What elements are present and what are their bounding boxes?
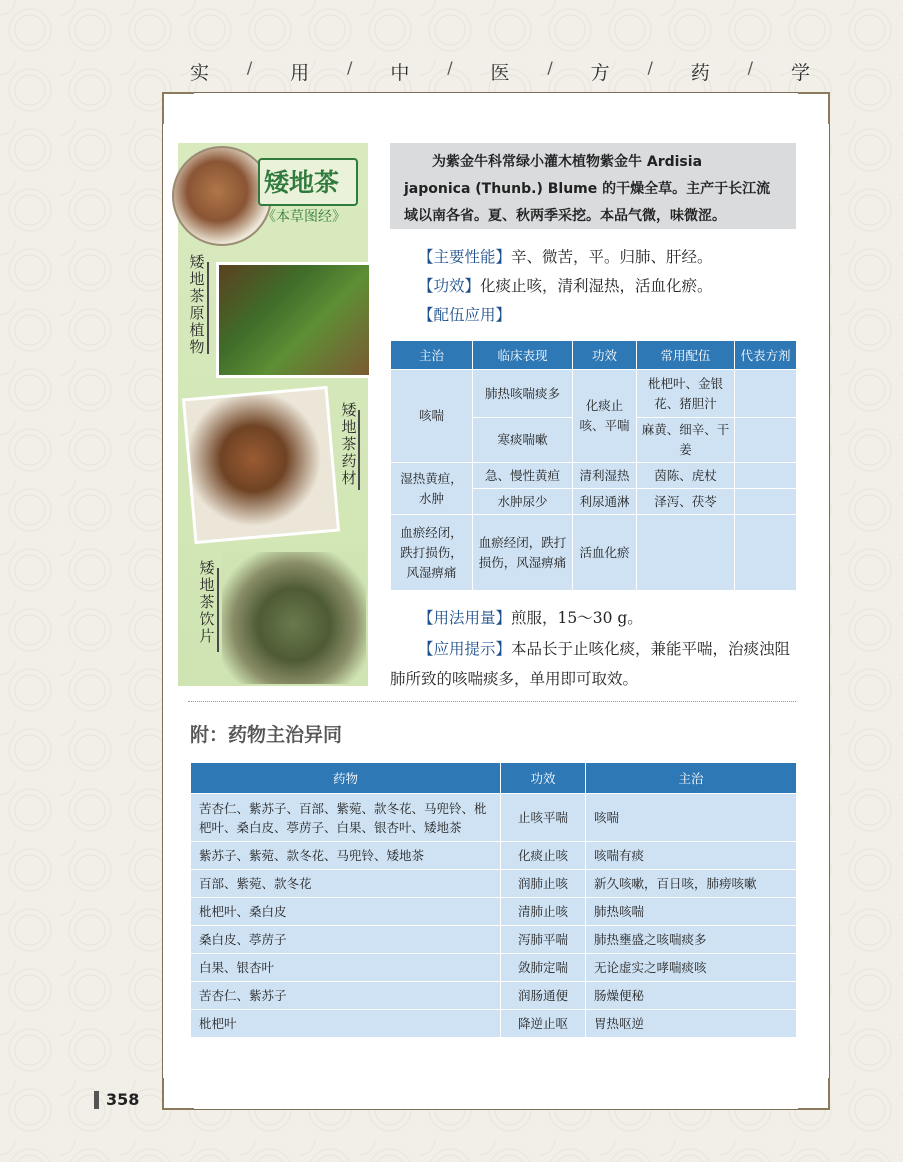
header-separator: / bbox=[447, 58, 453, 77]
herb-intro bbox=[390, 143, 796, 229]
label-material: 矮地茶药材 bbox=[339, 402, 358, 487]
table-row bbox=[191, 842, 797, 870]
cell-combo: 麻黄、细辛、干姜 bbox=[637, 418, 735, 463]
slices-photo bbox=[222, 552, 366, 684]
table-row bbox=[191, 870, 797, 898]
cell-effect: 清肺止咳 bbox=[501, 898, 586, 926]
table-row bbox=[191, 954, 797, 982]
cell-symptom: 血瘀经闭，跌打损伤，风湿痹痛 bbox=[473, 515, 573, 591]
cell-combo: 枇杷叶、金银花、猪胆汁 bbox=[637, 370, 735, 418]
usage-tag: 【用法用量】 bbox=[418, 609, 512, 627]
appendix-title: 附：药物主治异同 bbox=[190, 724, 343, 746]
frame-corner bbox=[162, 1078, 194, 1110]
intro-line: japonica (Thunb.) Blume 的干燥全草。主产于长江流 bbox=[404, 181, 771, 197]
usage-text: 煎服，15～30 g。 bbox=[511, 609, 643, 627]
cell-indication: 无论虚实之哮喘痰咳 bbox=[586, 954, 797, 982]
intro-line: 为紫金牛科常绿小灌木植物紫金牛 Ardisia bbox=[432, 154, 703, 170]
table-header: 主治 bbox=[586, 763, 797, 794]
cell-effect: 利尿通淋 bbox=[573, 489, 637, 515]
frame-corner bbox=[798, 1078, 830, 1110]
table-row bbox=[391, 370, 797, 418]
combo-tag: 【配伍应用】 bbox=[418, 306, 512, 324]
cell-indication: 咳喘 bbox=[586, 794, 797, 842]
material-photo bbox=[182, 386, 340, 544]
cell-drugs: 桑白皮、葶苈子 bbox=[191, 926, 501, 954]
cell-combo bbox=[637, 515, 735, 591]
header-char: 药 bbox=[690, 62, 710, 84]
cell-effect: 润肠通便 bbox=[501, 982, 586, 1010]
cell-formula bbox=[735, 418, 797, 463]
cell-symptom: 肺热咳喘痰多 bbox=[473, 370, 573, 418]
label-slices: 矮地茶饮片 bbox=[197, 560, 216, 645]
cell-disease: 血瘀经闭，跌打损伤，风湿痹痛 bbox=[391, 515, 473, 591]
header-separator: / bbox=[747, 58, 754, 77]
running-header bbox=[190, 58, 810, 85]
table-header: 代表方剂 bbox=[735, 341, 797, 370]
cell-effect: 降逆止呕 bbox=[501, 1010, 586, 1038]
table-header-row bbox=[391, 341, 797, 370]
label-plant: 矮地茶原植物 bbox=[187, 254, 206, 356]
cell-indication: 新久咳嗽，百日咳，肺痨咳嗽 bbox=[586, 870, 797, 898]
cell-drugs: 枇杷叶 bbox=[191, 1010, 501, 1038]
header-char: 医 bbox=[490, 62, 510, 84]
table-header: 功效 bbox=[501, 763, 586, 794]
cell-effect: 化痰止咳、平喘 bbox=[573, 370, 637, 463]
cell-effect: 泻肺平喘 bbox=[501, 926, 586, 954]
cell-disease: 咳喘 bbox=[391, 370, 473, 463]
cell-symptom: 寒痰喘嗽 bbox=[473, 418, 573, 463]
table-header: 药物 bbox=[191, 763, 501, 794]
frame-corner bbox=[162, 92, 194, 124]
cell-effect: 活血化瘀 bbox=[573, 515, 637, 591]
cell-formula bbox=[735, 515, 797, 591]
label-line bbox=[207, 262, 209, 354]
cell-combo: 茵陈、虎杖 bbox=[637, 463, 735, 489]
intro-line: 域以南各省。夏、秋两季采挖。本品气微，味微涩。 bbox=[404, 208, 726, 224]
nature-tag: 【主要性能】 bbox=[418, 248, 512, 266]
table-row bbox=[391, 463, 797, 489]
header-char: 实 bbox=[190, 62, 210, 84]
cell-effect: 润肺止咳 bbox=[501, 870, 586, 898]
frame-corner bbox=[798, 92, 830, 124]
header-char: 方 bbox=[590, 62, 610, 84]
table-header: 临床表现 bbox=[473, 341, 573, 370]
table-header: 常用配伍 bbox=[637, 341, 735, 370]
cell-indication: 胃热呕逆 bbox=[586, 1010, 797, 1038]
table-row bbox=[191, 982, 797, 1010]
herb-round-photo bbox=[172, 146, 272, 246]
cell-effect: 敛肺定喘 bbox=[501, 954, 586, 982]
herb-source: 《本草图经》 bbox=[262, 209, 346, 225]
herb-name: 矮地茶 bbox=[264, 168, 340, 197]
label-line bbox=[217, 568, 219, 652]
cell-indication: 咳喘有痰 bbox=[586, 842, 797, 870]
property-effect bbox=[418, 274, 713, 296]
cell-drugs: 紫苏子、紫菀、款冬花、马兜铃、矮地茶 bbox=[191, 842, 501, 870]
application-tip bbox=[390, 634, 796, 694]
nature-text: 辛、微苦，平。归肺、肝经。 bbox=[511, 248, 713, 266]
cell-drugs: 苦杏仁、紫苏子 bbox=[191, 982, 501, 1010]
plant-photo bbox=[216, 262, 372, 378]
cell-effect: 止咳平喘 bbox=[501, 794, 586, 842]
table-row bbox=[391, 515, 797, 591]
cell-indication: 肺热壅盛之咳喘痰多 bbox=[586, 926, 797, 954]
tip-text: 本品长于止咳化痰，兼能平喘，治痰浊阻肺所致的咳喘痰多，单用即可取效。 bbox=[390, 640, 791, 688]
header-char: 学 bbox=[790, 62, 810, 84]
cell-effect: 化痰止咳 bbox=[501, 842, 586, 870]
table-row bbox=[191, 794, 797, 842]
cell-formula bbox=[735, 489, 797, 515]
header-separator: / bbox=[547, 58, 553, 77]
header-separator: / bbox=[347, 58, 353, 77]
combination-table bbox=[390, 340, 797, 591]
effect-tag: 【功效】 bbox=[418, 277, 481, 295]
cell-drugs: 白果、银杏叶 bbox=[191, 954, 501, 982]
page-number-bar bbox=[94, 1091, 99, 1109]
comparison-table bbox=[190, 762, 797, 1038]
table-header: 主治 bbox=[391, 341, 473, 370]
cell-drugs: 枇杷叶、桑白皮 bbox=[191, 898, 501, 926]
cell-symptom: 急、慢性黄疸 bbox=[473, 463, 573, 489]
header-char: 用 bbox=[290, 62, 310, 84]
header-char: 中 bbox=[390, 62, 410, 84]
effect-text: 化痰止咳，清利湿热，活血化瘀。 bbox=[480, 277, 713, 295]
header-separator: / bbox=[246, 58, 253, 77]
cell-indication: 肠燥便秘 bbox=[586, 982, 797, 1010]
page-number: 358 bbox=[106, 1090, 140, 1109]
table-header: 功效 bbox=[573, 341, 637, 370]
label-line bbox=[358, 410, 360, 490]
cell-disease: 湿热黄疸，水肿 bbox=[391, 463, 473, 515]
tip-tag: 【应用提示】 bbox=[418, 640, 512, 658]
cell-formula bbox=[735, 463, 797, 489]
usage-dosage bbox=[418, 606, 643, 628]
table-header-row bbox=[191, 763, 797, 794]
cell-drugs: 苦杏仁、紫苏子、百部、紫菀、款冬花、马兜铃、枇杷叶、桑白皮、葶苈子、白果、银杏叶、矮地茶 bbox=[191, 794, 501, 842]
cell-effect: 清利湿热 bbox=[573, 463, 637, 489]
cell-combo: 泽泻、茯苓 bbox=[637, 489, 735, 515]
table-row bbox=[191, 1010, 797, 1038]
table-row bbox=[191, 926, 797, 954]
section-divider bbox=[188, 701, 796, 702]
cell-formula bbox=[735, 370, 797, 418]
header-separator: / bbox=[647, 58, 653, 77]
cell-symptom: 水肿尿少 bbox=[473, 489, 573, 515]
cell-drugs: 百部、紫菀、款冬花 bbox=[191, 870, 501, 898]
cell-indication: 肺热咳喘 bbox=[586, 898, 797, 926]
property-nature bbox=[418, 245, 713, 267]
table-row bbox=[191, 898, 797, 926]
property-combo bbox=[418, 303, 511, 325]
